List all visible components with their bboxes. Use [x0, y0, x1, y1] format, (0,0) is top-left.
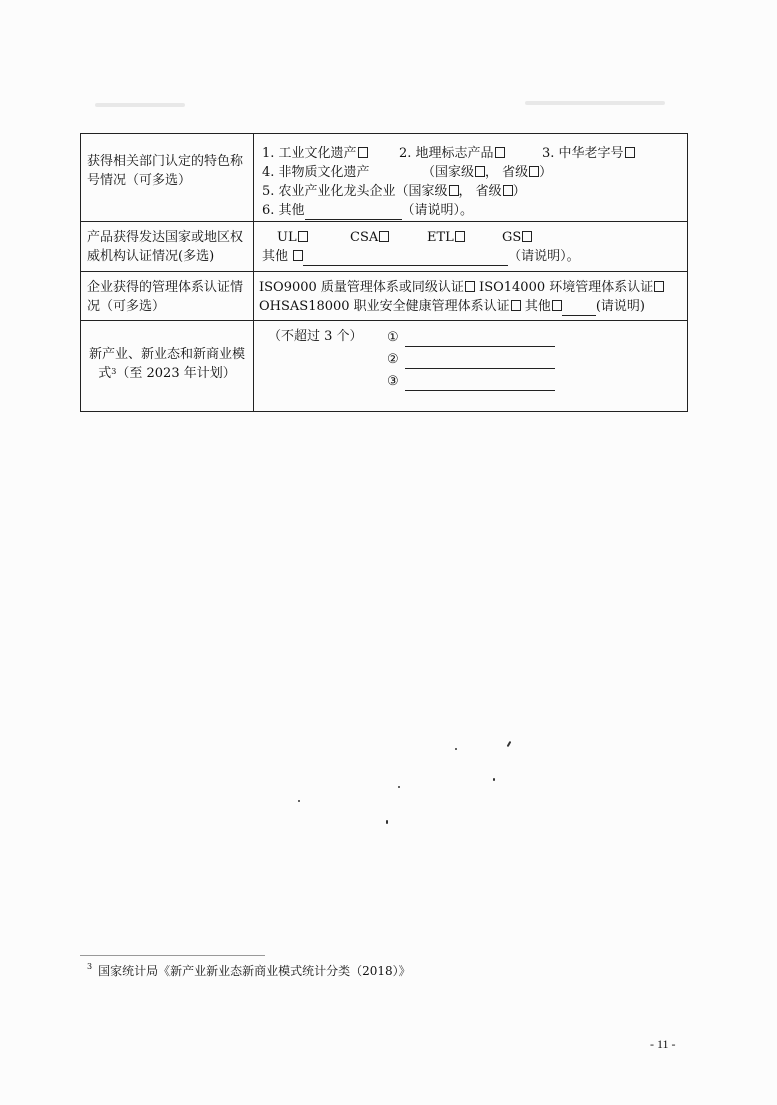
option-label: ETL [427, 230, 454, 245]
checkbox[interactable] [522, 231, 532, 242]
entry-line [387, 350, 555, 369]
circle-marker: ① [387, 330, 399, 345]
entry-line [387, 328, 555, 347]
checkbox[interactable] [293, 250, 303, 261]
options-cell [254, 272, 688, 321]
scan-speck [298, 800, 300, 802]
scan-speck [398, 786, 400, 788]
option-label: （请说明）。 [401, 203, 474, 218]
footnote-text: 国家统计局《新产业新业态新商业模式统计分类（2018）》 [98, 964, 411, 978]
fill-in-blank[interactable] [405, 377, 555, 391]
option-label: ， 省级 [458, 184, 502, 199]
circle-marker: ③ [387, 374, 399, 389]
option-label: UL [277, 230, 297, 245]
scan-artifact [525, 101, 665, 105]
checkbox[interactable] [298, 231, 308, 242]
circle-marker: ② [387, 352, 399, 367]
option-line [262, 144, 687, 163]
scan-speck [507, 741, 512, 747]
option-line [262, 228, 687, 247]
label-cell [81, 272, 254, 321]
option-line [262, 201, 687, 220]
option-label: OHSAS18000 职业安全健康管理体系认证 [259, 299, 510, 314]
checkbox[interactable] [495, 147, 505, 158]
fill-in-blank[interactable] [305, 206, 402, 220]
fill-in-blank[interactable] [303, 252, 508, 266]
option-line [262, 247, 687, 266]
option-label: （国家级 [422, 165, 475, 180]
option-label: 6. 其他 [262, 203, 305, 218]
option-label: 3. 中华老字号 [542, 144, 635, 163]
option-label: 5. 农业产业化龙头企业（国家级 [262, 184, 448, 199]
checkbox[interactable] [511, 300, 521, 311]
option-label: 其他 [262, 249, 293, 264]
fill-in-blank[interactable] [405, 355, 555, 369]
option-label: ， 省级 [485, 165, 529, 180]
checkbox[interactable] [529, 166, 539, 177]
checkbox[interactable] [449, 185, 459, 196]
page-number: - 11 - [650, 1037, 676, 1051]
checkbox[interactable] [654, 281, 664, 292]
footnote [87, 962, 411, 979]
entry-line [387, 372, 555, 391]
enterprise-info-table [80, 133, 688, 412]
table-row [81, 134, 688, 222]
label-cell [81, 222, 254, 272]
row-label-titles: 获得相关部门认定的特色称号情况（可多选） [87, 154, 244, 188]
option-label: 2. 地理标志产品 [399, 144, 505, 163]
footnote-mark: 3 [87, 962, 93, 971]
options-cell [254, 222, 688, 272]
option-label: 其他 [520, 299, 551, 314]
option-line [262, 182, 687, 201]
checkbox[interactable] [503, 185, 513, 196]
options-cell [254, 134, 688, 222]
option-label: ） [539, 165, 553, 180]
option-label: （请说明）。 [508, 249, 580, 264]
option-line [259, 278, 687, 297]
checkbox[interactable] [465, 281, 475, 292]
checkbox[interactable] [379, 231, 389, 242]
fill-in-blank[interactable] [562, 302, 596, 316]
option-label: 4. 非物质文化遗产 [262, 165, 370, 180]
checkbox[interactable] [625, 147, 635, 158]
limit-note: （不超过 3 个） [268, 329, 363, 344]
checkbox[interactable] [455, 231, 465, 242]
table-row [81, 272, 688, 321]
label-cell [81, 321, 254, 412]
footnote-rule [80, 955, 265, 956]
checkbox[interactable] [475, 166, 485, 177]
fill-in-blank[interactable] [405, 333, 555, 347]
scan-speck [493, 778, 495, 781]
checkbox[interactable] [358, 147, 368, 158]
option-label: CSA [350, 230, 379, 245]
checkbox[interactable] [552, 300, 562, 311]
option-line [262, 163, 687, 182]
scan-artifact [95, 103, 185, 107]
options-cell [254, 321, 688, 412]
row-label-management-systems: 企业获得的管理体系认证情况（可多选） [87, 280, 244, 314]
scan-speck [386, 820, 388, 824]
option-label: ） [512, 184, 526, 199]
option-line [259, 297, 687, 316]
option-label: ISO9000 质量管理体系或同级认证 [259, 280, 464, 295]
row-label-certification: 产品获得发达国家或地区权威机构认证情况(多选) [87, 230, 244, 264]
table-row [81, 222, 688, 272]
scan-speck [455, 748, 457, 750]
option-label: GS [502, 230, 522, 245]
label-cell [81, 134, 254, 222]
footnote-ref: 3 [111, 367, 117, 376]
table-row [81, 321, 688, 412]
option-label: (请说明) [595, 299, 645, 314]
option-label: ISO14000 环境管理体系认证 [474, 280, 654, 295]
option-label: 1. 工业文化遗产 [262, 146, 357, 161]
row-label-new-business: 新产业、新业态和新商业模式$^3$（至 2023 年计划） [88, 347, 245, 381]
